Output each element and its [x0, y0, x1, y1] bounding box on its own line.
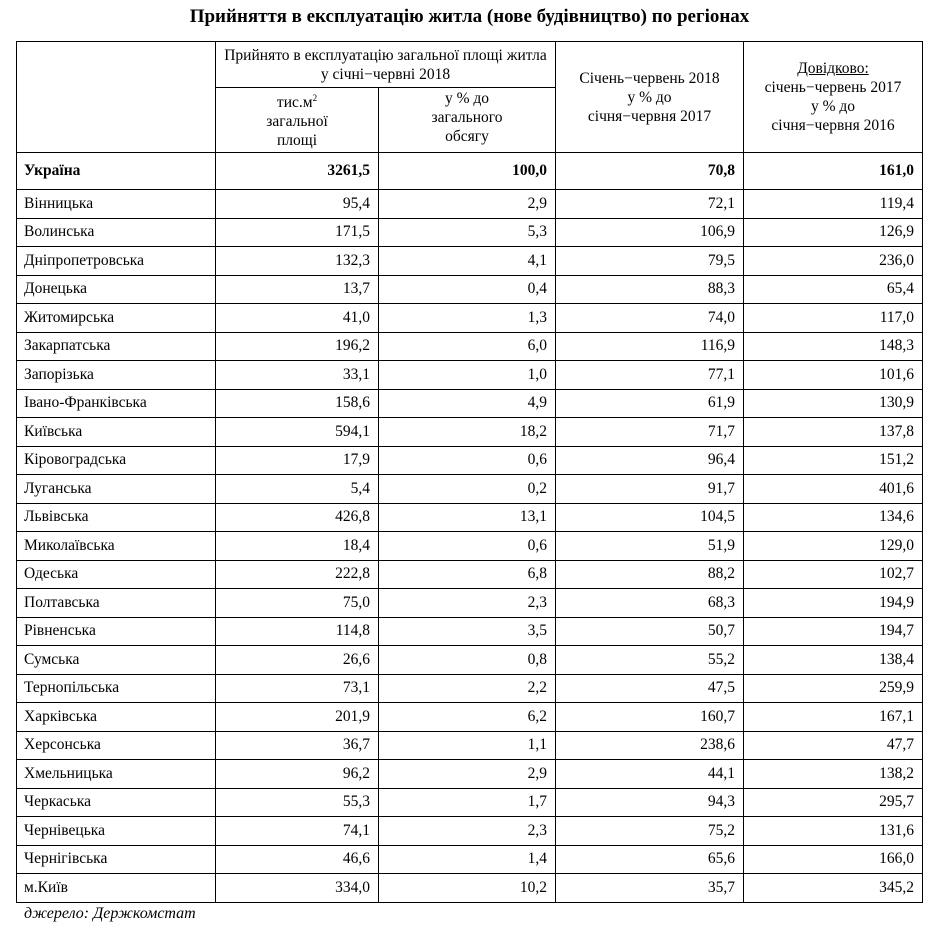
reference-header-line2: січень−червень 2017 — [764, 79, 902, 96]
table-row — [17, 731, 923, 760]
share-cell: 2,3 — [379, 817, 556, 846]
share-cell: 2,9 — [379, 190, 556, 219]
yoy-cell: 55,2 — [556, 646, 744, 675]
table-row — [17, 361, 923, 390]
table-row — [17, 247, 923, 276]
area-cell: 36,7 — [216, 731, 379, 760]
yoy-cell: 61,9 — [556, 389, 744, 418]
region-cell: Хмельницька — [17, 760, 216, 789]
group-header — [216, 42, 556, 88]
region-cell: Донецька — [17, 275, 216, 304]
region-cell: Луганська — [17, 475, 216, 504]
area-cell: 222,8 — [216, 560, 379, 589]
table-row — [17, 589, 923, 618]
area-cell: 426,8 — [216, 503, 379, 532]
table-row-total — [17, 153, 923, 190]
yoy-cell: 77,1 — [556, 361, 744, 390]
share-cell: 4,9 — [379, 389, 556, 418]
table-row — [17, 475, 923, 504]
region-cell: Івано-Франківська — [17, 389, 216, 418]
yoy-cell: 51,9 — [556, 532, 744, 561]
table-row — [17, 389, 923, 418]
reference-cell: 47,7 — [744, 731, 923, 760]
share-cell: 0,8 — [379, 646, 556, 675]
reference-cell: 102,7 — [744, 560, 923, 589]
reference-cell: 194,7 — [744, 617, 923, 646]
share-cell: 6,8 — [379, 560, 556, 589]
reference-header-line4: січня−червня 2016 — [771, 117, 895, 134]
group-header-label: Прийнято в експлуатацію загальної площі житла у січні−червні 2018 — [224, 46, 547, 83]
share-cell: 2,9 — [379, 760, 556, 789]
area-cell: 171,5 — [216, 218, 379, 247]
area-cell: 5,4 — [216, 475, 379, 504]
region-cell: Рівненська — [17, 617, 216, 646]
table-row — [17, 503, 923, 532]
yoy-cell: 88,2 — [556, 560, 744, 589]
share-cell: 1,4 — [379, 845, 556, 874]
area-cell: 74,1 — [216, 817, 379, 846]
area-cell: 96,2 — [216, 760, 379, 789]
yoy-cell: 106,9 — [556, 218, 744, 247]
reference-cell: 148,3 — [744, 332, 923, 361]
reference-cell: 345,2 — [744, 874, 923, 903]
region-cell: м.Київ — [17, 874, 216, 903]
area-cell: 46,6 — [216, 845, 379, 874]
area-cell: 33,1 — [216, 361, 379, 390]
reference-cell: 138,2 — [744, 760, 923, 789]
yoy-header-line3: січня−червня 2017 — [587, 107, 712, 125]
reference-cell: 194,9 — [744, 589, 923, 618]
reference-cell: 134,6 — [744, 503, 923, 532]
share-cell: 6,0 — [379, 332, 556, 361]
region-cell: Запорізька — [17, 361, 216, 390]
share-cell: 10,2 — [379, 874, 556, 903]
region-cell: Закарпатська — [17, 332, 216, 361]
area-cell: 594,1 — [216, 418, 379, 447]
share-cell: 0,6 — [379, 446, 556, 475]
table-row — [17, 703, 923, 732]
yoy-cell: 70,8 — [556, 153, 744, 190]
yoy-cell: 50,7 — [556, 617, 744, 646]
region-cell: Чернігівська — [17, 845, 216, 874]
region-cell: Херсонська — [17, 731, 216, 760]
share-cell: 4,1 — [379, 247, 556, 276]
table-body — [17, 153, 923, 903]
reference-cell: 151,2 — [744, 446, 923, 475]
yoy-cell: 96,4 — [556, 446, 744, 475]
share-cell: 2,3 — [379, 589, 556, 618]
region-cell: Сумська — [17, 646, 216, 675]
area-cell: 13,7 — [216, 275, 379, 304]
yoy-header — [556, 42, 744, 153]
region-cell: Київська — [17, 418, 216, 447]
table-row — [17, 674, 923, 703]
table-row — [17, 788, 923, 817]
yoy-cell: 65,6 — [556, 845, 744, 874]
share-cell: 3,5 — [379, 617, 556, 646]
yoy-header-line2: у % до — [627, 88, 672, 106]
area-header-line2: загальної — [266, 113, 328, 131]
area-cell: 41,0 — [216, 304, 379, 333]
region-cell: Чернівецька — [17, 817, 216, 846]
area-cell: 114,8 — [216, 617, 379, 646]
table-row — [17, 817, 923, 846]
area-cell: 95,4 — [216, 190, 379, 219]
region-cell: Україна — [17, 153, 216, 190]
region-cell: Львівська — [17, 503, 216, 532]
region-cell: Полтавська — [17, 589, 216, 618]
reference-cell: 130,9 — [744, 389, 923, 418]
table-row — [17, 874, 923, 903]
share-header-line1: у % до — [444, 90, 490, 107]
area-cell: 18,4 — [216, 532, 379, 561]
share-cell: 0,2 — [379, 475, 556, 504]
area-cell: 196,2 — [216, 332, 379, 361]
table-row — [17, 532, 923, 561]
region-cell: Вінницька — [17, 190, 216, 219]
table-row — [17, 760, 923, 789]
area-cell: 3261,5 — [216, 153, 379, 190]
reference-cell: 161,0 — [744, 153, 923, 190]
share-cell: 1,3 — [379, 304, 556, 333]
area-cell: 132,3 — [216, 247, 379, 276]
share-cell: 13,1 — [379, 503, 556, 532]
share-cell: 6,2 — [379, 703, 556, 732]
table-row — [17, 218, 923, 247]
yoy-cell: 160,7 — [556, 703, 744, 732]
region-cell: Харківська — [17, 703, 216, 732]
reference-cell: 129,0 — [744, 532, 923, 561]
region-cell: Тернопільська — [17, 674, 216, 703]
share-header — [379, 88, 556, 153]
share-cell: 0,4 — [379, 275, 556, 304]
table-row — [17, 332, 923, 361]
reference-cell: 119,4 — [744, 190, 923, 219]
share-cell: 18,2 — [379, 418, 556, 447]
reference-cell: 236,0 — [744, 247, 923, 276]
yoy-cell: 104,5 — [556, 503, 744, 532]
table-row — [17, 646, 923, 675]
share-cell: 100,0 — [379, 153, 556, 190]
yoy-cell: 116,9 — [556, 332, 744, 361]
share-header-line3: обсягу — [445, 128, 489, 145]
yoy-cell: 47,5 — [556, 674, 744, 703]
table-row — [17, 190, 923, 219]
reference-cell: 401,6 — [744, 475, 923, 504]
area-cell: 26,6 — [216, 646, 379, 675]
area-cell: 334,0 — [216, 874, 379, 903]
reference-cell: 166,0 — [744, 845, 923, 874]
share-cell: 2,2 — [379, 674, 556, 703]
yoy-cell: 68,3 — [556, 589, 744, 618]
region-header-cell — [17, 42, 216, 153]
area-cell: 75,0 — [216, 589, 379, 618]
region-cell: Житомирська — [17, 304, 216, 333]
reference-cell: 101,6 — [744, 361, 923, 390]
yoy-cell: 35,7 — [556, 874, 744, 903]
share-cell: 1,1 — [379, 731, 556, 760]
reference-cell: 126,9 — [744, 218, 923, 247]
reference-header-line3: у % до — [810, 98, 856, 115]
region-cell: Дніпропетровська — [17, 247, 216, 276]
yoy-cell: 44,1 — [556, 760, 744, 789]
reference-cell: 259,9 — [744, 674, 923, 703]
region-cell: Кіровоградська — [17, 446, 216, 475]
housing-table — [16, 41, 923, 903]
area-header — [216, 88, 379, 153]
reference-cell: 65,4 — [744, 275, 923, 304]
reference-cell: 138,4 — [744, 646, 923, 675]
reference-cell: 137,8 — [744, 418, 923, 447]
table-row — [17, 275, 923, 304]
yoy-cell: 91,7 — [556, 475, 744, 504]
table-row — [17, 304, 923, 333]
area-cell: 55,3 — [216, 788, 379, 817]
reference-cell: 295,7 — [744, 788, 923, 817]
reference-cell: 117,0 — [744, 304, 923, 333]
area-cell: 158,6 — [216, 389, 379, 418]
yoy-cell: 88,3 — [556, 275, 744, 304]
reference-header — [744, 42, 923, 153]
region-cell: Волинська — [17, 218, 216, 247]
page-title: Прийняття в експлуатацію житла (нове будівництво) по регіонах — [189, 6, 750, 27]
yoy-cell: 74,0 — [556, 304, 744, 333]
area-header-line3: площі — [276, 132, 318, 150]
share-cell: 0,6 — [379, 532, 556, 561]
table-row — [17, 617, 923, 646]
yoy-cell: 71,7 — [556, 418, 744, 447]
yoy-cell: 72,1 — [556, 190, 744, 219]
region-cell: Миколаївська — [17, 532, 216, 561]
region-cell: Черкаська — [17, 788, 216, 817]
reference-cell: 167,1 — [744, 703, 923, 732]
area-header-line1 — [222, 89, 372, 112]
area-unit-superscript: 2 — [312, 93, 318, 103]
region-cell: Одеська — [17, 560, 216, 589]
table-row — [17, 560, 923, 589]
table-row — [17, 446, 923, 475]
yoy-cell: 94,3 — [556, 788, 744, 817]
yoy-cell: 238,6 — [556, 731, 744, 760]
table-row — [17, 418, 923, 447]
table-row — [17, 845, 923, 874]
reference-cell: 131,6 — [744, 817, 923, 846]
yoy-cell: 75,2 — [556, 817, 744, 846]
source-note: джерело: Держкомстат — [24, 905, 196, 922]
area-cell: 73,1 — [216, 674, 379, 703]
share-cell: 1,7 — [379, 788, 556, 817]
share-header-line2: загального — [431, 109, 503, 126]
area-cell: 201,9 — [216, 703, 379, 732]
share-cell: 1,0 — [379, 361, 556, 390]
area-unit-label: тис.м — [276, 94, 313, 112]
area-cell: 17,9 — [216, 446, 379, 475]
yoy-header-line1: Січень−червень 2018 — [579, 69, 720, 87]
yoy-cell: 79,5 — [556, 247, 744, 276]
share-cell: 5,3 — [379, 218, 556, 247]
reference-header-line1: Довідково: — [797, 60, 869, 77]
